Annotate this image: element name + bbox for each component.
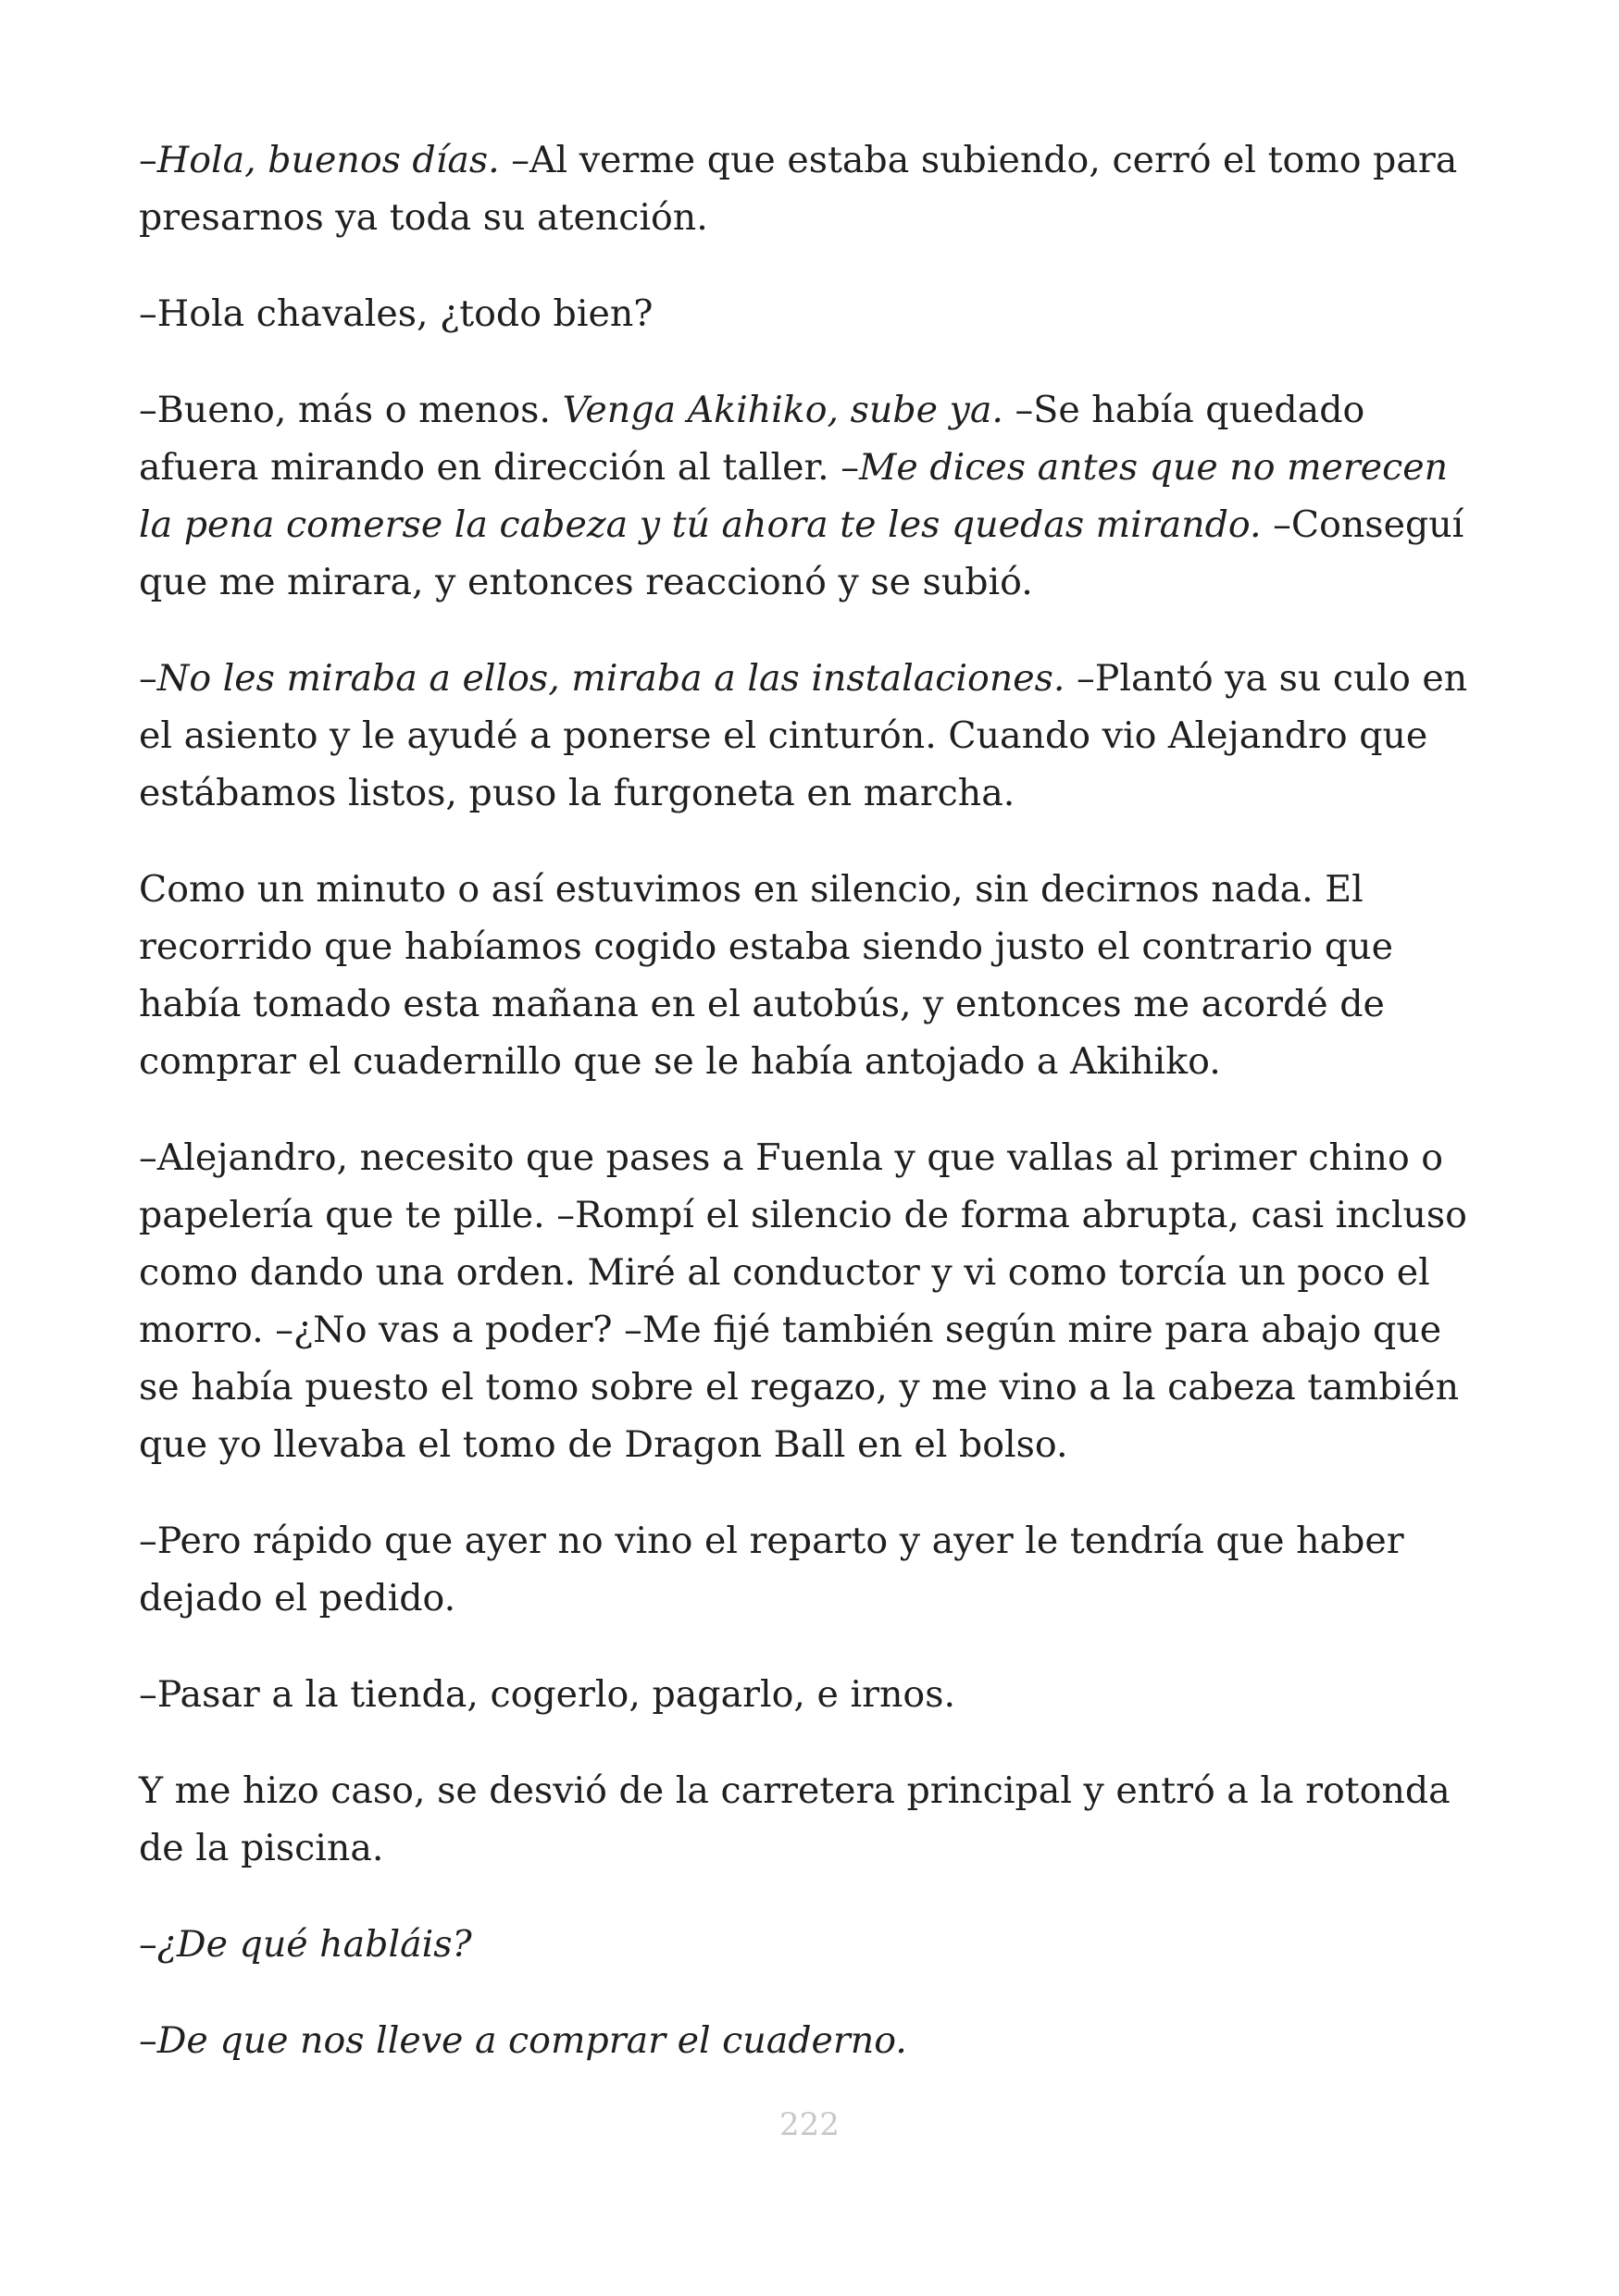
- text-run: –Pero rápido que ayer no vino el reparto y ayer le tendría que haber dejado el pedido.: [139, 1520, 1404, 1620]
- italic-text-run: Venga Akihiko, sube ya.: [562, 389, 1003, 431]
- text-run: –Hola chavales, ¿todo bien?: [139, 292, 654, 335]
- italic-text-run: ¿De qué habláis?: [156, 1923, 472, 1966]
- italic-text-run: Hola, buenos días.: [156, 139, 500, 181]
- text-run: –: [139, 139, 157, 181]
- text-run: –Plantó ya su culo en el asiento y le ayudé a ponerse el cinturón. Cuando vio Alejandro que estábamos listos, puso la furgoneta en marcha.: [139, 657, 1468, 814]
- paragraph: [139, 381, 1490, 611]
- paragraph: [139, 650, 1490, 822]
- text-run: –: [139, 1923, 157, 1966]
- text-run: –: [139, 2019, 157, 2062]
- paragraph: [139, 1666, 1490, 1723]
- text-run: Y me hizo caso, se desvió de la carretera principal y entró a la rotonda de la piscina.: [139, 1769, 1451, 1869]
- italic-text-run: De que nos lleve a comprar el cuaderno.: [156, 2019, 907, 2062]
- italic-text-run: Me dices antes que no merecen la pena comerse la cabeza y tú ahora te les quedas mirando.: [139, 446, 1449, 546]
- paragraph: [139, 861, 1490, 1090]
- text-run: –Al verme que estaba subiendo, cerró el tomo para presarnos ya toda su atención.: [139, 139, 1458, 239]
- text-run: –: [139, 657, 157, 700]
- paragraph: [139, 285, 1490, 342]
- text-run: –Se había quedado afuera mirando en dirección al taller. –: [139, 389, 1365, 489]
- text-run: Como un minuto o así estuvimos en silencio, sin decirnos nada. El recorrido que habíamos cogido estaba siendo justo el contrario que había tomado esta mañana en el autobús, y entonces me acordé de comprar el cuadernillo que se le había antojado a Akihiko.: [139, 868, 1393, 1083]
- text-run: –Pasar a la tienda, cogerlo, pagarlo, e irnos.: [139, 1673, 956, 1716]
- text-run: –Conseguí que me mirara, y entonces reaccionó y se subió.: [139, 503, 1464, 603]
- paragraph: [139, 1129, 1490, 1473]
- paragraph: [139, 1512, 1490, 1627]
- text-run: –Alejandro, necesito que pases a Fuenla y que vallas al primer chino o papelería que te pille. –Rompí el silencio de forma abrupta, casi incluso como dando una orden. Miré al conductor y vi como torcía un poco el morro. –¿No vas a poder? –Me fijé también según mire para abajo que se había puesto el tomo sobre el regazo, y me vino a la cabeza también que yo llevaba el tomo de Dragon Ball en el bolso.: [139, 1136, 1467, 1466]
- page-number: 222: [779, 2106, 840, 2143]
- italic-text-run: No les miraba a ellos, miraba a las instalaciones.: [156, 657, 1065, 700]
- text-run: –Bueno, más o menos.: [139, 389, 563, 431]
- paragraph: [139, 1916, 1490, 1973]
- paragraph: [139, 1762, 1490, 1877]
- paragraph: [139, 2012, 1490, 2069]
- paragraph: [139, 131, 1490, 246]
- page-body: [139, 131, 1490, 2108]
